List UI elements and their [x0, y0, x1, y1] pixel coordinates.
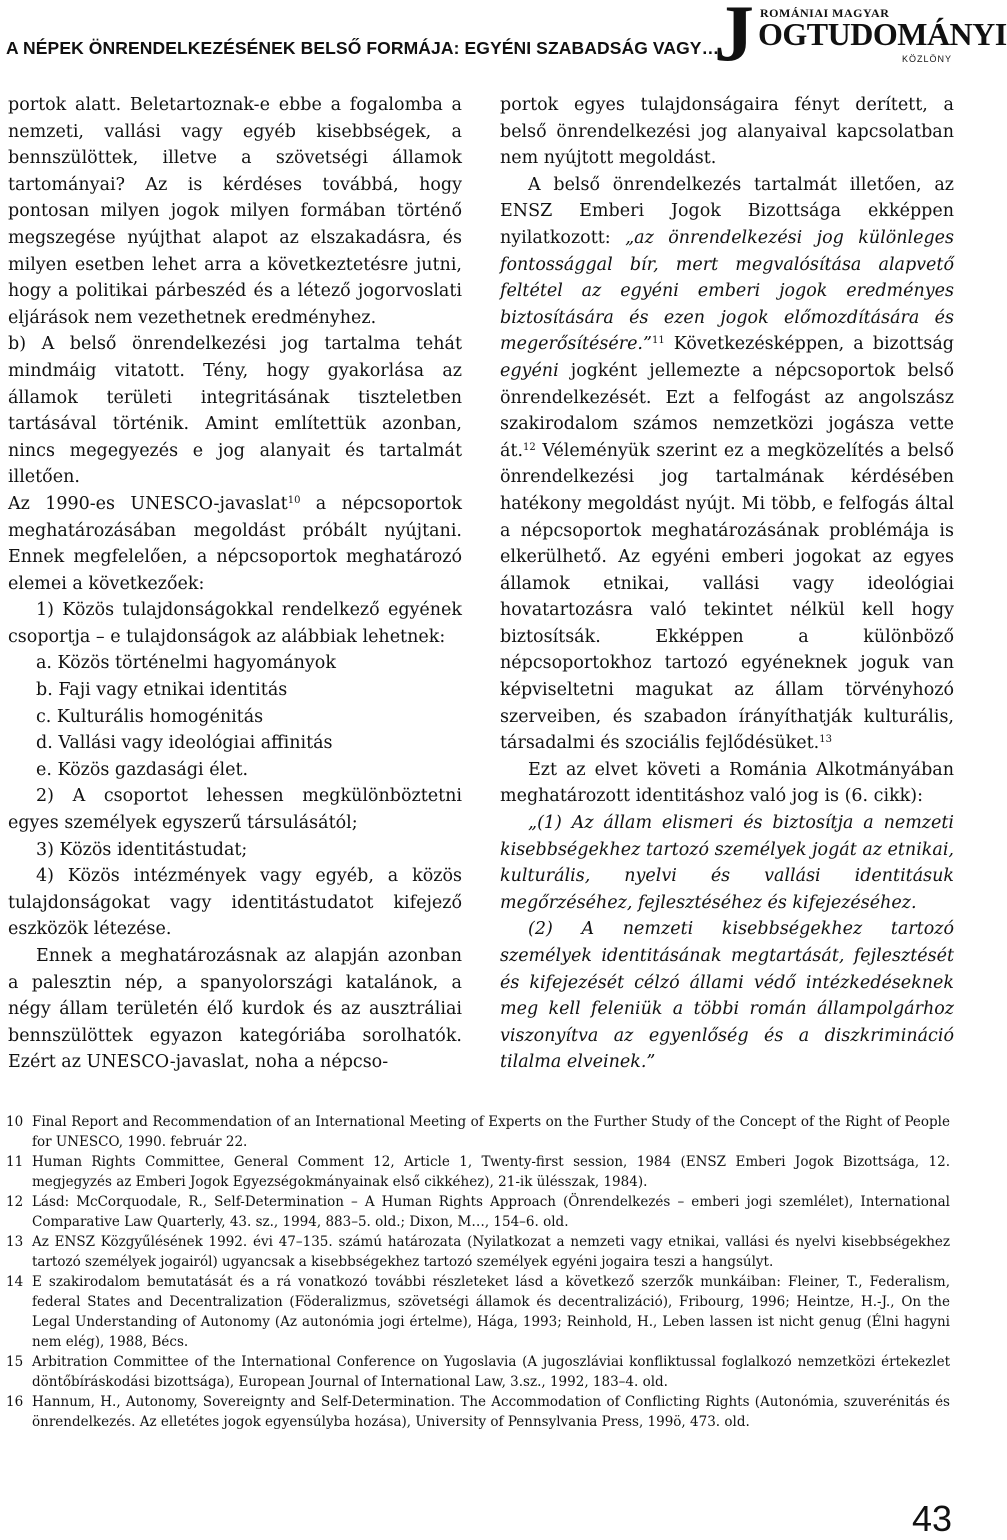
paragraph: A belső önrendelkezés tartalmát illetően, az ENSZ Emberi Jogok Bizottsága ekképpen nyilatkozott: „az önrendelkezési jog különleges fontossággal bír, mert megvalósítása alapvető feltétel az egyéni emberi jogok eredményes biztosítására és ezen jogok előmozdítására és megerősítésére.”$^{11}$ Következésképpen, a bizottság egyéni jogként jellemezte a népcsoportok belső önrendelkezését. Ezt a felfogást az angolszász szakirodalom számos nemzetközi jogásza vette át.$^{12}$ Véleményük szerint ez a megközelítés a belső önrendelkezési jog tartalmának kérdésében hatékony megoldást nyújt. Mi több, e felfogás által a népcsoportok meghatározásának problémája is elkerülhető. Az egyéni emberi jogokat az egyes államok etnikai, vallási vagy ideológiai hovatartozásra való tekintet nélkül kell hogy biztosítsák. Ekképpen a különböző népcsoportokhoz tartozó egyéneknek joguk van képviseltetni magukat az állam törvényhozó szerveiben, és szabadon írányíthatják kulturális, társadalmi és szociális fejlődésüket.$^{13}$ — [500, 174, 954, 754]
footnote: 11 Human Rights Committee, General Comment 12, Article 1, Twenty-first session, 1984 (ENSZ Emberi Jogok Bizottsága, 12. megjegyzés az Emberi Jogok Egyezségokmányainak első cikkéhez), 21-ik ülésszak, 1984). — [6, 1154, 950, 1190]
paragraph: Ezt az elvet követi a Románia Alkotmányában meghatározott identitáshoz való jog is (6. cikk): — [500, 759, 954, 807]
paragraph: b) A belső önrendelkezési jog tartalma tehát mindmáig vitatott. Tény, hogy gyakorlása az államok területi integritásának tiszteletben tartásával történik. Amint említettük azonban, nincs megegyezés e jog alanyait és tartalmát illetően. — [8, 334, 462, 488]
running-title: A NÉPEK ÖNRENDELKEZÉSÉNEK BELSŐ FORMÁJA: EGYÉNI SZABADSÁG VAGY… — [6, 38, 720, 58]
footnote: 14 E szakirodalom bemutatását és a rá vonatkozó további részleteket lásd a következő szerzők munkáiban: Fleiner, T., Federalism, federal States and Decentralization (Föderalizmus, szövetségi államok és decentralizáció), Fribourg, 1996; Heintze, H.-J., On the Legal Understanding of Autonomy (Az autonómia jogi értelme), Hága, 1993; Reinhold, H., Leben lassen ist nicht genug (Élni hagyni nem elég), 1988, Bécs. — [6, 1274, 950, 1350]
paragraph: Az 1990-es UNESCO-javaslat$^{10}$ a népcsoportok meghatározásában megoldást próbált nyújtani. Ennek megfelelően, a népcsoportok meghatározó elemei a következőek: — [8, 493, 463, 594]
logo-sub-text: KÖZLÖNY — [901, 54, 952, 64]
list-item: e. Közös gazdasági élet. — [36, 759, 249, 780]
quote: „(1) Az állam elismeri és biztosítja a nemzeti kisebbségekhez tartozó személyek jogát az etnikai, kulturális, nyelvi és vallási identitásuk megőrzéséhez, fejlesztéséhez és kifejezéséhez. — [500, 813, 954, 913]
footnotes — [0, 1112, 960, 1432]
left-column — [8, 92, 462, 1076]
list-item: 1) Közös tulajdonságokkal rendelkező egyének csoportja – e tulajdonságok az alábbiak lehetnek: — [8, 600, 462, 647]
footnote-ref: 13 — [819, 734, 832, 746]
paragraph: Ennek a meghatározásnak az alapján azonban a palesztin nép, a spanyolországi katalánok, a négy állam területén élő kurdok és az ausztráliai bennszülöttek egyazon kategóriába sorolhatók. Ezért az UNESCO-javaslat, noha a népcso- — [8, 946, 462, 1073]
list-item: c. Kulturális homogénitás — [36, 706, 264, 727]
paragraph: portok egyes tulajdonságaira fényt derített, a belső önrendelkezési jog alanyaival kapcsolatban nem nyújtott megoldást. — [500, 95, 954, 169]
footnote-ref: 12 — [523, 441, 536, 453]
footnote-ref: 11 — [651, 335, 665, 347]
footnote: 12 Lásd: McCorquodale, R., Self-Determination – A Human Rights Approach (Önrendelkezés – emberi jogi szemlélet), International Comparative Law Quarterly, 43. sz., 1994, 883–5. old.; Dixon, M…, 154–6. old. — [6, 1194, 950, 1230]
logo-small-text: ROMÁNIAI MAGYAR — [760, 6, 890, 20]
footnote: 13 Az ENSZ Közgyűlésének 1992. évi 47–135. számú határozata (Nyilatkozat a nemzeti vagy etnikai, vallási és nyelvi kisebbségekhez tartozó személyek jogairól) ugyancsak a kisebbségekhez tartozó személyek egyéni jogaira teszi a hangsúlyt. — [6, 1234, 950, 1270]
paragraph: portok alatt. Beletartoznak-e ebbe a fogalomba a nemzeti, vallási vagy egyéb kisebbségek, a bennszülöttek, illetve a szövetségi államok tartományai? Az is kérdéses továbbá, hogy pontosan milyen jogok milyen formában történő megszegése nyújthat alapot az elszakadásra, és milyen esetben lehet arra a következtetésre jutni, hogy a politikai párbeszéd és a létező jogorvoslati eljárások nem vezethetnek eredményhez. — [8, 95, 462, 328]
journal-logo — [700, 0, 1007, 80]
footnote: 10 Final Report and Recommendation of an International Meeting of Experts on the Further Study of the Concept of the Right of People for UNESCO, 1990. február 22. — [6, 1114, 950, 1150]
list-item: d. Vallási vagy ideológiai affinitás — [36, 733, 333, 754]
list-item: b. Faji vagy etnikai identitás — [36, 680, 288, 701]
list-item: 3) Közös identitástudat; — [36, 839, 248, 860]
quote: (2) A nemzeti kisebbségekhez tartozó személyek identitásának megtartását, fejlesztését és kifejezését célzó állami védő intézkedéseknek meg kell feleniük a többi román állampolgárhoz viszonyítva az egyenlőség és a diszkrimináció tilalma elveinek.” — [500, 919, 954, 1073]
page-header — [0, 0, 1007, 80]
logo-letter: J — [714, 0, 754, 78]
logo-big-text: OGTUDOMÁNYI — [758, 16, 1007, 52]
page-number: 43 — [911, 1498, 952, 1539]
quote: „az önrendelkezési jog különleges fontossággal bír, mert megvalósítása alapvető feltétel az egyéni emberi jogok eredményes biztosítására és ezen jogok előmozdítására és megerősítésére.” — [500, 227, 954, 355]
footnote-ref: 10 — [287, 494, 301, 506]
footnote: 15 Arbitration Committee of the International Conference on Yugoslavia (A jugoszláviai konfliktussal foglalkozó nemzetközi értekezlet döntőbíráskodási bizottsága), European Journal of International Law, 3.sz., 1992, 183–4. old. — [6, 1354, 950, 1390]
list-item: 4) Közös intézmények vagy egyéb, a közös tulajdonságokat vagy identitástudatot kifejező eszközök létezése. — [8, 866, 462, 940]
list-item: 2) A csoportot lehessen megkülönböztetni egyes személyek egyszerű társulásától; — [8, 786, 462, 834]
list-item: a. Közös történelmi hagyományok — [36, 653, 336, 674]
right-column — [500, 92, 954, 1076]
footnote: 16 Hannum, H., Autonomy, Sovereignty and Self-Determination. The Accommodation of Conflicting Rights (Autonómia, szuverénitás és önrendelkezés. Az elletétes jogok egyensúlyba hozása), University of Pennsylvania Press, 199ö, 473. old. — [6, 1394, 950, 1430]
